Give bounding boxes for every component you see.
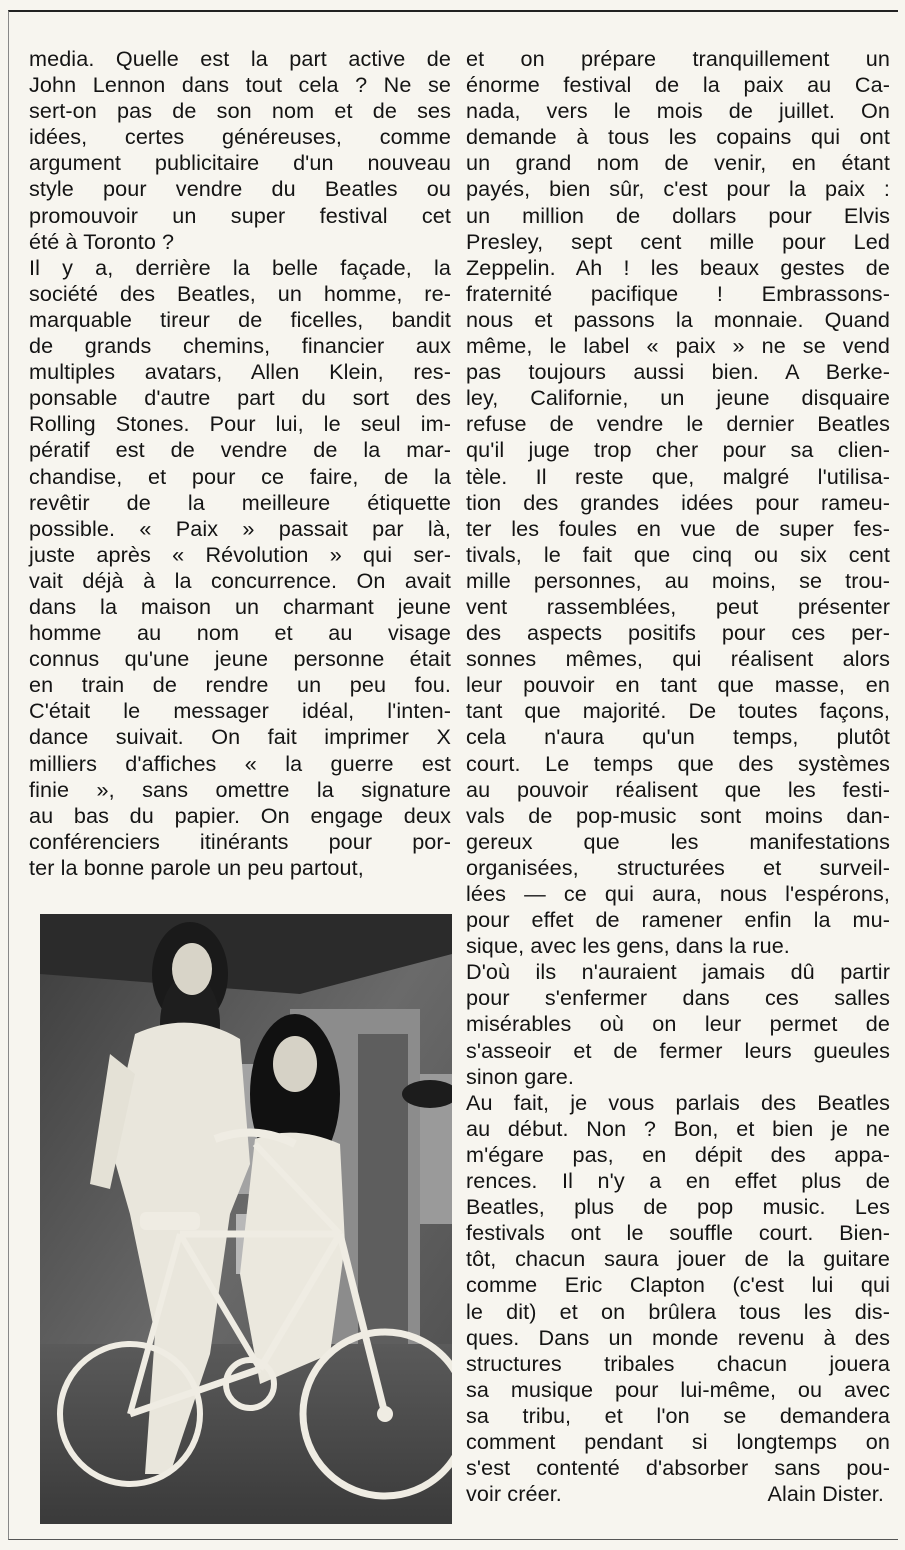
text-line: ponsable d'autre part du sort des (29, 385, 451, 411)
text-line: misérables où on leur permet de (466, 1011, 890, 1037)
text-line: chandise, et pour ce faire, de la (29, 463, 451, 489)
text-line: sa tribu, et l'on se demandera (466, 1402, 890, 1428)
text-line: gereux que les manifestations (466, 828, 890, 854)
text-line: festivals ont le souffle court. Bien- (466, 1220, 890, 1246)
text-line: été à Toronto ? (29, 228, 175, 254)
text-line: organisées, structurées et surveil- (466, 854, 890, 880)
text-line: qu'il juge trop cher pour sa clien- (466, 437, 890, 463)
text-line: sinon gare. (466, 1063, 574, 1089)
text-line: possible. « Paix » passait par là, (29, 515, 451, 541)
text-line: un grand nom de venir, en étant (466, 150, 890, 176)
text-line: au pouvoir réalisent que les festi- (466, 776, 890, 802)
text-line: sa musique pour lui-même, ou avec (466, 1376, 890, 1402)
text-line: ter la bonne parole un peu partout, (29, 854, 364, 880)
text-line: pératif est de vendre de la mar- (29, 437, 451, 463)
left-column (29, 46, 451, 881)
text-line: homme au nom et au visage (29, 620, 451, 646)
text-line: dance suivait. On fait imprimer X (29, 724, 451, 750)
author-signature: Alain Dister. (767, 1481, 884, 1507)
text-line: mille personnes, au moins, se trou- (466, 567, 890, 593)
text-line: milliers d'affiches « la guerre est (29, 750, 451, 776)
text-line: pour s'enfermer dans ces salles (466, 985, 890, 1011)
text-line: connus qu'une jeune personne était (29, 646, 451, 672)
text-line: comme Eric Clapton (c'est lui qui (466, 1272, 890, 1298)
text-line: s'est contenté d'absorber sans pou- (466, 1455, 890, 1481)
text-line: Beatles, plus de pop music. Les (466, 1194, 890, 1220)
photo-couple-on-bicycle-icon (40, 914, 452, 1524)
text-line: nous et passons la monnaie. Quand (466, 306, 890, 332)
text-line: sique, avec les gens, dans la rue. (466, 933, 790, 959)
text-line: comment pendant si longtemps on (466, 1428, 890, 1454)
text-line: fraternité pacifique ! Embrassons- (466, 280, 890, 306)
text-line: vait déjà à la concurrence. On avait (29, 567, 451, 593)
text-line: au bas du papier. On engage deux (29, 802, 451, 828)
text-line: Au fait, je vous parlais des Beatles (466, 1089, 890, 1115)
text-line: D'où ils n'auraient jamais dû partir (466, 959, 890, 985)
text-line: Zeppelin. Ah ! les beaux gestes de (466, 254, 890, 280)
text-line: marquable tireur de ficelles, bandit (29, 306, 451, 332)
text-line: John Lennon dans tout cela ? Ne se (29, 72, 451, 98)
text-line: Presley, sept cent mille pour Led (466, 228, 890, 254)
text-line: et on prépare tranquillement un (466, 46, 890, 71)
text-line: tivals, le fait que cinq ou six cent (466, 541, 890, 567)
text-line: refuse de vendre le dernier Beatles (466, 411, 890, 437)
text-line: ter les foules en vue de super fes- (466, 515, 890, 541)
text-line: court. Le temps que des systèmes (466, 750, 890, 776)
right-column (466, 46, 890, 1507)
text-line: vent rassemblées, peut présenter (466, 593, 890, 619)
text-line: media. Quelle est la part active de (29, 46, 451, 71)
text-line: C'était le messager idéal, l'inten- (29, 698, 451, 724)
text-line: ques. Dans un monde revenu à des (466, 1324, 890, 1350)
text-line: payés, bien sûr, c'est pour la paix : (466, 176, 890, 202)
text-line: conférenciers itinérants pour por- (29, 828, 451, 854)
text-line: nada, vers le mois de juillet. On (466, 98, 890, 124)
text-line: style pour vendre du Beatles ou (29, 176, 451, 202)
text-line: rences. Il n'y a en effet plus de (466, 1168, 890, 1194)
text-line: société des Beatles, un homme, re- (29, 280, 451, 306)
text-line: m'égare pas, en dépit des appa- (466, 1141, 890, 1167)
text-line: juste après « Révolution » qui ser- (29, 541, 451, 567)
text-line: des aspects positifs pour ces per- (466, 620, 890, 646)
closing-line: voir créer. (466, 1481, 562, 1507)
text-line: tion des grandes idées pour rameu- (466, 489, 890, 515)
text-line: Il y a, derrière la belle façade, la (29, 254, 451, 280)
text-line: au début. Non ? Bon, et bien je ne (466, 1115, 890, 1141)
text-line: tèle. Il reste que, malgré l'utilisa- (466, 463, 890, 489)
text-line: s'asseoir et de fermer leurs gueules (466, 1037, 890, 1063)
text-line: Rolling Stones. Pour lui, le seul im- (29, 411, 451, 437)
text-line: structures tribales chacun jouera (466, 1350, 890, 1376)
text-line: demande à tous les copains qui ont (466, 124, 890, 150)
text-line: même, le label « paix » ne se vend (466, 333, 890, 359)
text-line: lées — ce qui aura, nous l'espérons, (466, 881, 890, 906)
closing-row (466, 1481, 890, 1507)
text-line: leur pouvoir en tant que masse, en (466, 672, 890, 698)
text-line: vals de pop-music sont moins dan- (466, 802, 890, 828)
text-line: le dit) et on brûlera tous les dis- (466, 1298, 890, 1324)
text-line: idées, certes généreuses, comme (29, 124, 451, 150)
text-line: énorme festival de la paix au Ca- (466, 72, 890, 98)
text-line: sonnes mêmes, qui réalisent alors (466, 646, 890, 672)
text-line: tant que majorité. De toutes façons, (466, 698, 890, 724)
text-line: argument publicitaire d'un nouveau (29, 150, 451, 176)
text-line: un million de dollars pour Elvis (466, 202, 890, 228)
text-line: finie », sans omettre la signature (29, 776, 451, 802)
text-line: en train de rendre un peu fou. (29, 672, 451, 698)
text-line: ley, Californie, un jeune disquaire (466, 385, 890, 411)
text-line: cela n'aura qu'un temps, plutôt (466, 724, 890, 750)
text-line: promouvoir un super festival cet (29, 202, 451, 228)
text-line: pour effet de ramener enfin la mu- (466, 907, 890, 933)
article-photo (40, 914, 452, 1524)
text-line: revêtir de la meilleure étiquette (29, 489, 451, 515)
text-line: pas toujours aussi bien. A Berke- (466, 359, 890, 385)
text-line: de grands chemins, financier aux (29, 333, 451, 359)
text-line: tôt, chacun saura jouer de la guitare (466, 1246, 890, 1272)
text-line: sert-on pas de son nom et de ses (29, 98, 451, 124)
text-line: dans la maison un charmant jeune (29, 593, 451, 619)
text-line: multiples avatars, Allen Klein, res- (29, 359, 451, 385)
